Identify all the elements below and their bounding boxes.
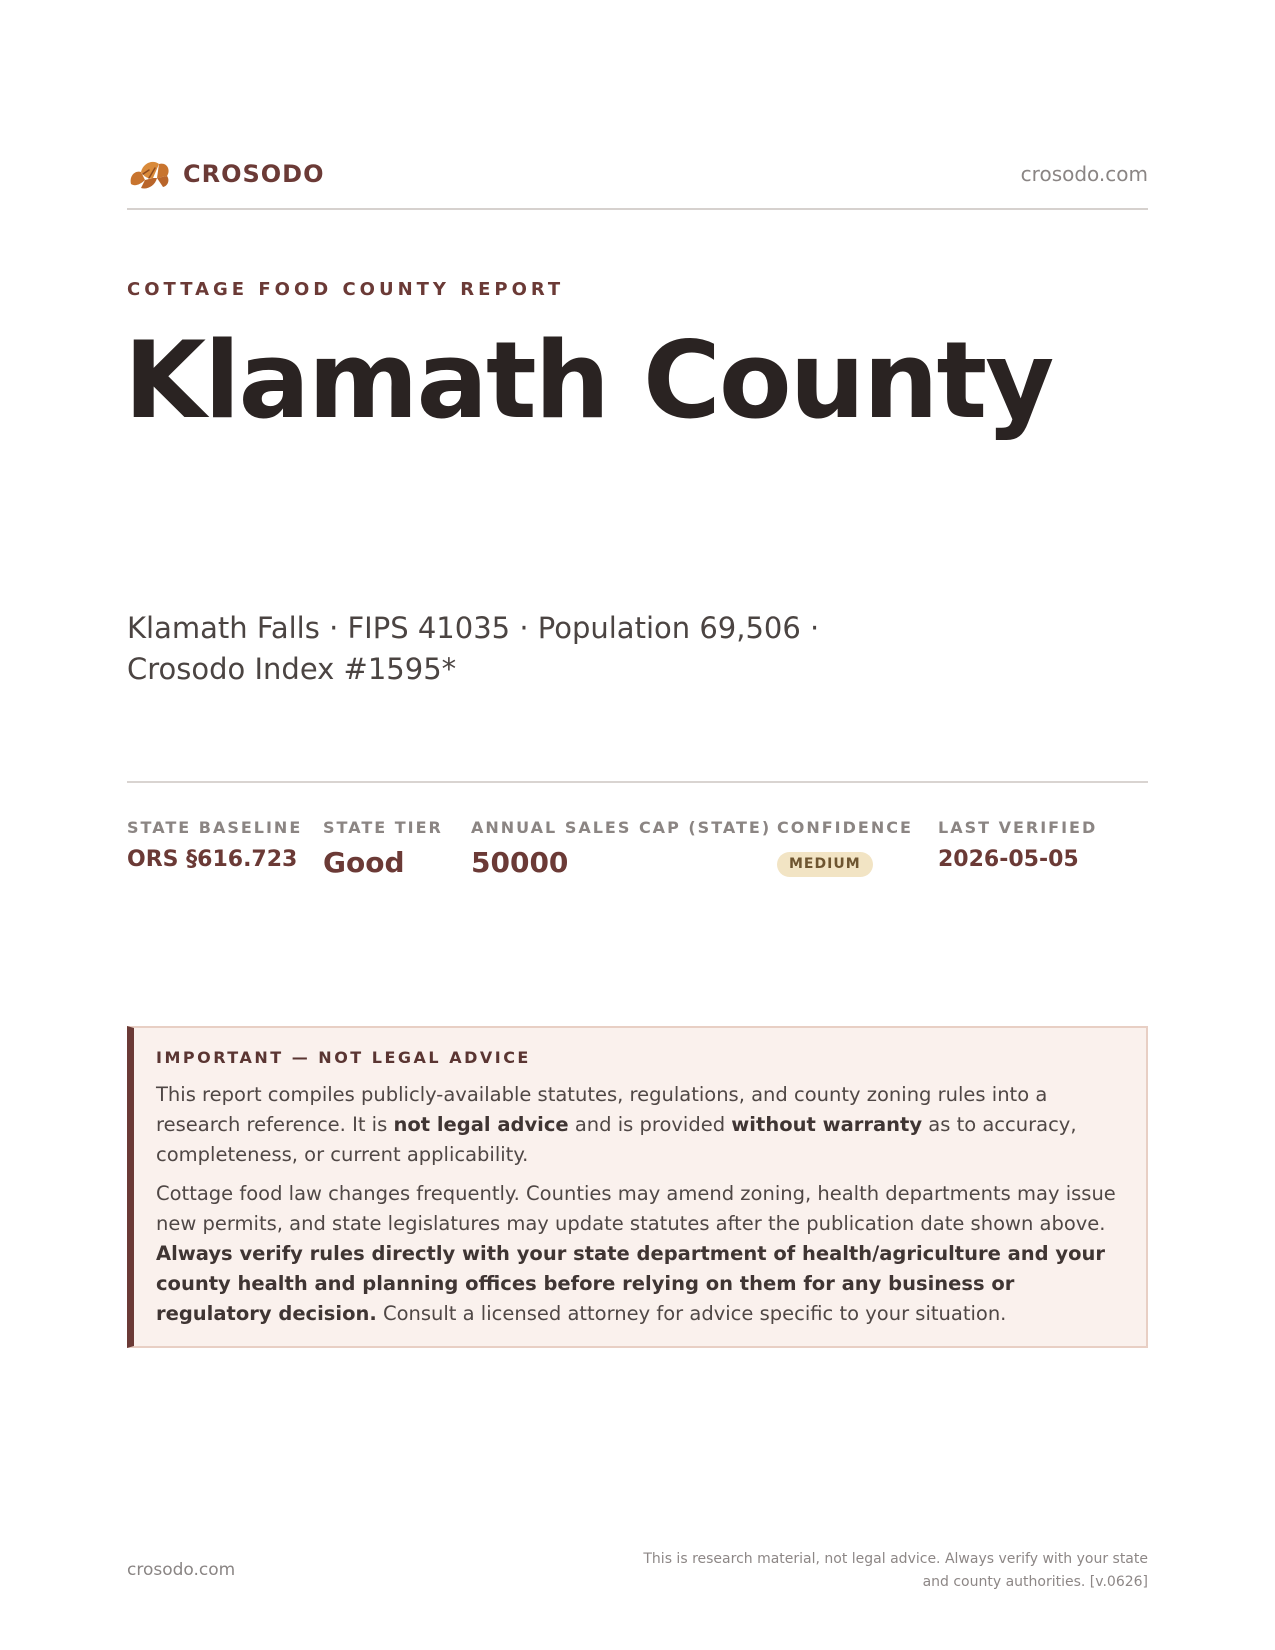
stat-label: STATE TIER	[323, 818, 443, 837]
stat-value: ORS §616.723	[127, 847, 298, 872]
footer-disclaimer-line-1: This is research material, not legal advice. Always verify with your state	[643, 1551, 1148, 1567]
stat-label: LAST VERIFIED	[938, 818, 1098, 837]
header	[127, 154, 1148, 210]
stat-annual-sales-cap	[471, 818, 771, 879]
stat-state-tier	[323, 818, 443, 879]
stat-last-verified	[938, 818, 1097, 872]
stat-value: 50000	[471, 846, 569, 879]
legal-notice	[127, 1026, 1148, 1348]
brand[interactable]	[127, 154, 325, 194]
divider	[127, 781, 1148, 783]
brand-name: CROSODO	[183, 160, 325, 188]
footer-disclaimer-line-2: and county authorities. [v.0626]	[922, 1574, 1148, 1590]
page-title: Klamath County	[124, 319, 1053, 442]
footer-site-url[interactable]: crosodo.com	[127, 1560, 236, 1580]
notice-paragraph-2: Cottage food law changes frequently. Counties may amend zoning, health departments may issue new permits, and state legislatures may update statutes after the publication date shown above. Always verify rules directly with your state department of health/agriculture and your county health and planning offices before relying on them for any business or regulatory decision. Consult a licensed attorney for advice specific to your situation.	[156, 1182, 1116, 1325]
stat-value: 2026-05-05	[938, 847, 1079, 872]
stat-state-baseline	[127, 818, 302, 872]
croissant-icon	[127, 154, 171, 194]
notice-heading: IMPORTANT — NOT LEGAL ADVICE	[156, 1048, 531, 1067]
stat-confidence	[777, 818, 913, 877]
notice-paragraph-1: This report compiles publicly-available statutes, regulations, and county zoning rules into a research reference. It is not legal advice and is provided without warranty as to accuracy, completeness, or current applicability.	[156, 1083, 1077, 1166]
footer-disclaimer	[628, 1548, 1148, 1594]
site-url[interactable]: crosodo.com	[1020, 162, 1148, 186]
stat-label: ANNUAL SALES CAP (STATE)	[471, 818, 772, 837]
stat-label: CONFIDENCE	[777, 818, 913, 837]
stat-label: STATE BASELINE	[127, 818, 303, 837]
stat-value: Good	[323, 846, 405, 879]
county-summary: Klamath Falls · FIPS 41035 · Population 69,506 · Crosodo Index #1595*	[127, 611, 820, 686]
report-type-label: COTTAGE FOOD COUNTY REPORT	[127, 279, 565, 300]
confidence-badge: MEDIUM	[777, 852, 873, 877]
